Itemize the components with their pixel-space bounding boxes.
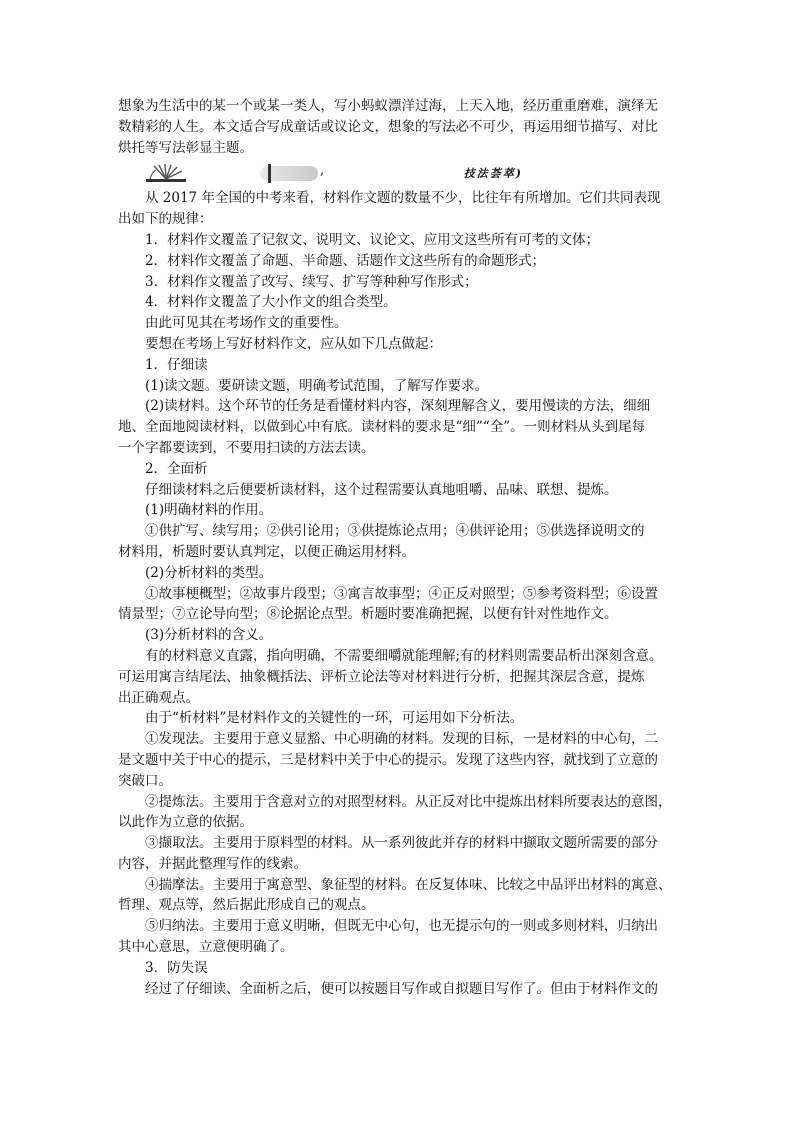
body-line: 情景型；⑦立论导向型；⑧论据论点型。析题时要准确把握，以便有针对性地作文。	[118, 606, 618, 623]
body-line: 3．防失误	[145, 959, 208, 976]
intro-line: 想象为生活中的某一个或某一类人，写小蚂蚁漂洋过海，上天入地，经历重重磨难，演绎无	[118, 98, 658, 114]
body-line: 经过了仔细读、全面析之后，便可以按题目写作或自拟题目写作了。但由于材料作文的	[145, 980, 658, 997]
body-line: 是文题中关于中心的提示，三是材料中关于中心的提示。发现了这些内容，就找到了立意的	[118, 751, 658, 768]
body-line: 出如下的规律：	[118, 211, 213, 228]
body-line: 哲理、观点等，然后据此形成自己的观点。	[118, 897, 375, 914]
body-line: ①供扩写、续写用；②供引论用；③供提炼论点用；④供评论用；⑤供选择说明文的	[145, 523, 645, 540]
body-line: 由于“析材料”是材料作文的关键性的一环，可运用如下分析法。	[145, 710, 524, 727]
body-line: ①发现法。主要用于意义显豁、中心明确的材料。发现的目标，一是材料的中心句，二	[145, 731, 658, 748]
fan-ornament-icon	[146, 164, 186, 182]
body-line: 有的材料意义直露，指向明确，不需要细嚼就能理解;有的材料则需要品析出深刻含意。	[145, 647, 663, 664]
body-line: (1)明确材料的作用。	[145, 502, 273, 519]
body-line: 内容，并据此整理写作的线索。	[118, 855, 307, 872]
body-line: ①故事梗概型；②故事片段型；③寓言故事型；④正反对照型；⑤参考资料型；⑥设置	[145, 585, 658, 602]
body-line: ②提炼法。主要用于含意对立的对照型材料。从正反对比中提炼出材料所要表达的意图，	[145, 793, 672, 810]
body-line: 从 2017 年全国的中考来看，材料作文题的数量不少，比往年有所增加。它们共同表现	[145, 190, 661, 207]
body-line: ③撷取法。主要用于原料型的材料。从一系列彼此并存的材料中撷取文题所需要的部分	[145, 835, 658, 852]
body-line: 4．材料作文覆盖了大小作文的组合类型。	[145, 294, 397, 311]
body-line: 一个字都要读到，不要用扫读的方法去读。	[118, 439, 375, 456]
body-line: (1)读文题。要研读文题，明确考试范围，了解写作要求。	[145, 377, 489, 394]
body-line: 其中心意思，立意便明确了。	[118, 939, 294, 956]
body-line: 地、全面地阅读材料，以做到心中有底。读材料的要求是“细”“全”。一则材料从头到尾每	[118, 419, 646, 436]
body-line: 仔细读材料之后便要析读材料，这个过程需要认真地咀嚼、品味、联想、提炼。	[145, 481, 618, 498]
body-line: 可运用寓言结尾法、抽象概括法、评析立论法等对材料进行分析，把握其深层含意，提炼	[118, 668, 645, 685]
body-line: 突破口。	[118, 772, 172, 789]
body-line: 由此可见其在考场作文的重要性。	[145, 315, 348, 332]
body-line: 材料用，析题时要认真判定，以便正确运用材料。	[118, 543, 415, 560]
document-page	[118, 96, 678, 999]
body-line: (2)分析材料的类型。	[145, 564, 273, 581]
body-line: 1．仔细读	[145, 356, 208, 373]
banner-pill-decoration	[260, 166, 318, 181]
section-title: 技法荟萃)	[463, 167, 523, 181]
intro-line: 烘托等写法彰显主题。	[118, 139, 253, 156]
body-line: 以此作为立意的依据。	[118, 814, 253, 831]
intro-line: 数精彩的人生。本文适合写成童话或议论文，想象的写法必不可少，再运用细节描写、对比	[118, 118, 658, 135]
body-line: (3)分析材料的含义。	[145, 627, 273, 644]
body-line: ④揣摩法。主要用于寓意型、象征型的材料。在反复体味、比较之中品评出材料的寓意、	[145, 876, 672, 893]
body-line: 2．全面析	[145, 460, 208, 477]
body-line: 2．材料作文覆盖了命题、半命题、话题作文这些所有的命题形式；	[145, 252, 546, 269]
body-line: 要想在考场上写好材料作文，应从如下几点做起：	[145, 335, 442, 352]
intro-paragraph	[118, 96, 678, 158]
body-line: (2)读材料。这个环节的任务是看懂材料内容，深刻理解含义，要用慢读的方法，细细	[145, 398, 651, 415]
section-banner	[118, 162, 678, 186]
body-text	[118, 188, 678, 999]
banner-comma: ,	[320, 163, 325, 179]
body-line: ⑤归纳法。主要用于意义明晰，但既无中心句，也无提示句的一则或多则材料，归纳出	[145, 918, 658, 935]
body-line: 3．材料作文覆盖了改写、续写、扩写等种种写作形式；	[145, 273, 478, 290]
body-line: 1．材料作文覆盖了记叙文、说明文、议论文、应用文这些所有可考的文体；	[145, 231, 600, 248]
body-line: 出正确观点。	[118, 689, 199, 706]
